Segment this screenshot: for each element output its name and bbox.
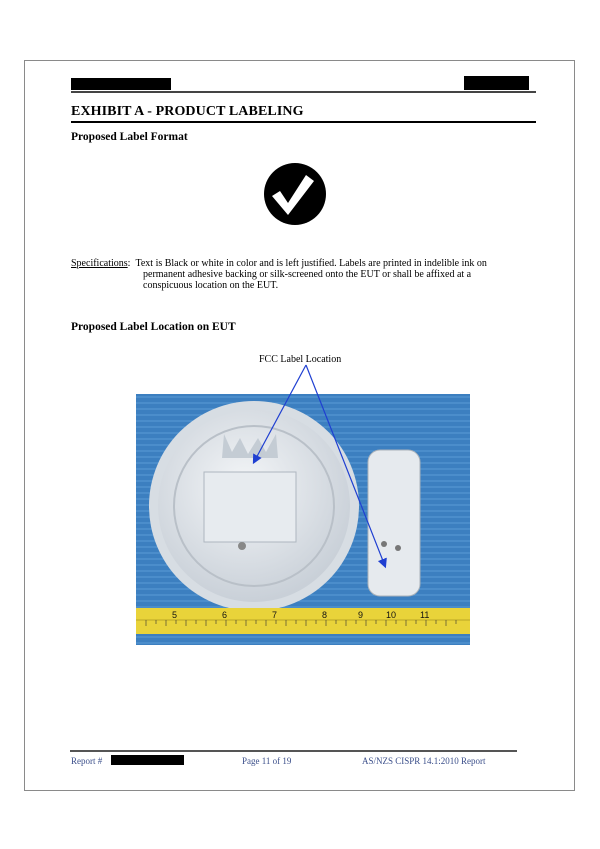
spec-line-1: Text is Black or white in color and is left justified. Labels are printed in indelible ink on xyxy=(135,258,487,269)
footer-rule xyxy=(70,750,517,752)
ruler-label-7: 7 xyxy=(272,610,278,620)
section-heading-label-location: Proposed Label Location on EUT xyxy=(71,321,236,333)
ruler-label-8: 8 xyxy=(322,610,328,620)
fcc-label-location-annotation: FCC Label Location xyxy=(259,354,342,365)
section-heading-label-format: Proposed Label Format xyxy=(71,131,188,143)
spec-line-2: permanent adhesive backing or silk-screened onto the EUT or shall be affixed at a xyxy=(143,269,472,280)
specifications-label: Specifications xyxy=(71,258,128,269)
ruler-label-9: 9 xyxy=(358,610,364,620)
footer-report-label: Report # xyxy=(71,756,103,766)
ruler-label-6: 6 xyxy=(222,610,228,620)
specifications-text: Specifications : Text is Black or white in color and is left justified. Labels are printed in indelible ink on permanent adhesive backing or silk-screened onto the EUT or shall be affixed at a conspicuous location on the EUT. xyxy=(71,258,541,291)
footer-standard: AS/NZS CISPR 14.1:2010 Report xyxy=(362,756,486,766)
redacted-report-number xyxy=(111,755,184,765)
ruler-label-11: 11 xyxy=(420,610,430,620)
ruler-label-5: 5 xyxy=(172,610,178,620)
spec-line-3: conspicuous location on the EUT. xyxy=(143,280,279,291)
footer-page-number: Page 11 of 19 xyxy=(242,756,292,766)
page-title: EXHIBIT A - PRODUCT LABELING xyxy=(71,104,304,119)
ruler-label-10: 10 xyxy=(386,610,397,620)
